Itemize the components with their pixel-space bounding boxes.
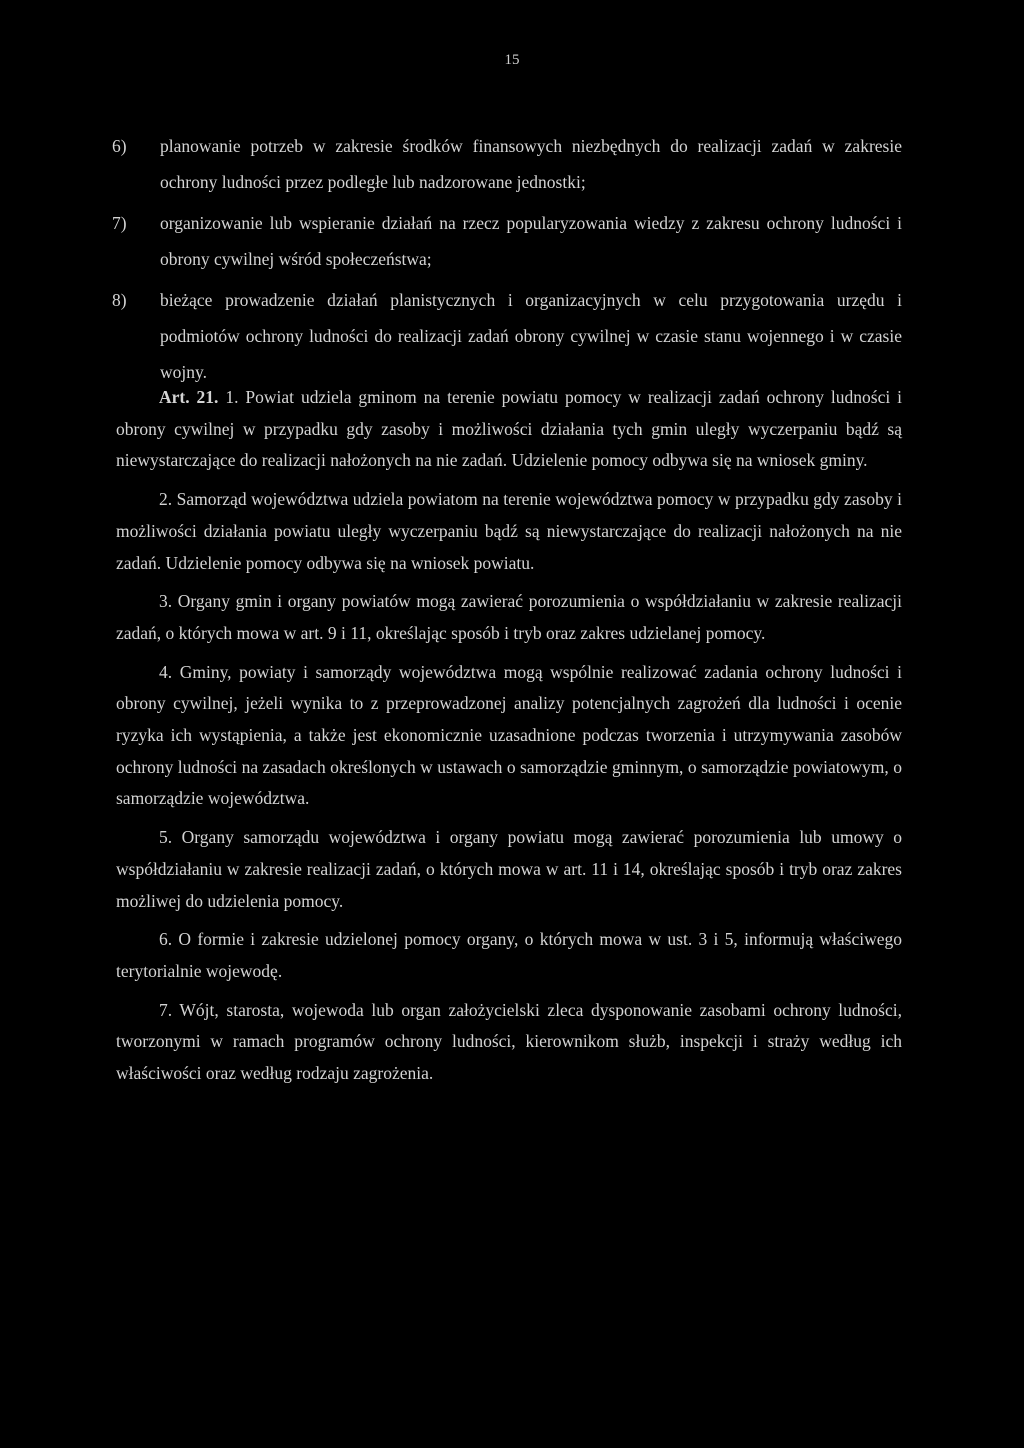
paragraph-text: 1. Powiat udziela gminom na terenie powiatu pomocy w realizacji zadań ochrony ludności i obrony cywilnej w przypadku gdy zasoby i możliwości działania tych gmin uległy wyczerpaniu bądź są niewystarczające do realizacji nałożonych na nie zadań. Udzielenie pomocy odbywa się na wniosek gminy. xyxy=(116,387,903,471)
enumerated-list xyxy=(112,128,902,395)
list-item-text: planowanie potrzeb w zakresie środków finansowych niezbędnych do realizacji zadań w zakresie ochrony ludności przez podległe lub nadzorowane jednostki; xyxy=(160,136,902,192)
list-item-text: bieżące prowadzenie działań planistycznych i organizacyjnych w celu przygotowania urzędu i podmiotów ochrony ludności do realizacji zadań obrony cywilnej w czasie stanu wojennego i w czasie wojny. xyxy=(160,290,902,382)
list-item xyxy=(112,128,902,200)
article-body xyxy=(116,382,902,1097)
page-number: 15 xyxy=(504,52,520,68)
paragraph-text: 2. Samorząd województwa udziela powiatom na terenie województwa pomocy w przypadku gdy zasoby i możliwości działania powiatu uległy wyczerpaniu bądź są niewystarczające do realizacji nałożonych na nie zadań. Udzielenie pomocy odbywa się na wniosek powiatu. xyxy=(116,489,902,573)
paragraph-text: 6. O formie i zakresie udzielonej pomocy organy, o których mowa w ust. 3 i 5, informują właściwego terytorialnie wojewodę. xyxy=(116,929,902,981)
article-paragraph xyxy=(116,924,902,987)
paragraph-text: 5. Organy samorządu województwa i organy powiatu mogą zawierać porozumienia lub umowy o współdziałaniu w zakresie realizacji zadań, o których mowa w art. 11 i 14, określając sposób i tryb oraz zakres możliwej do udzielenia pomocy. xyxy=(116,827,902,911)
article-paragraph xyxy=(116,822,902,917)
list-item-text: organizowanie lub wspieranie działań na rzecz popularyzowania wiedzy z zakresu ochrony ludności i obrony cywilnej wśród społeczeństwa; xyxy=(160,213,902,269)
article-paragraph xyxy=(116,382,902,477)
list-marker: 8) xyxy=(112,290,127,310)
paragraph-text: 3. Organy gmin i organy powiatów mogą zawierać porozumienia o współdziałaniu w zakresie realizacji zadań, o których mowa w art. 9 i 11, określając sposób i tryb oraz zakres udzielanej pomocy. xyxy=(116,591,902,643)
article-paragraph xyxy=(116,657,902,816)
paragraph-text: 4. Gminy, powiaty i samorządy województwa mogą wspólnie realizować zadania ochrony ludności i obrony cywilnej, jeżeli wynika to z przeprowadzonej analizy potencjalnych zagrożeń dla ludności i ocenie ryzyka ich wystąpienia, a także jest ekonomicznie uzasadnione podczas tworzenia i utrzymywania zasobów ochrony ludności na zasadach określonych w ustawach o samorządzie gminnym, o samorządzie powiatowym, o samorządzie województwa. xyxy=(116,661,902,809)
article-paragraph xyxy=(116,995,902,1090)
article-heading: Art. 21. xyxy=(159,387,219,407)
article-paragraph xyxy=(116,484,902,579)
article-paragraph xyxy=(116,586,902,649)
paragraph-text: 7. Wójt, starosta, wojewoda lub organ założycielski zleca dysponowanie zasobami ochrony ludności, tworzonymi w ramach programów ochrony ludności, kierownikom służb, inspekcji i straży według ich właściwości oraz według rodzaju zagrożenia. xyxy=(116,999,902,1084)
list-item xyxy=(112,282,902,390)
list-item xyxy=(112,205,902,277)
list-marker: 6) xyxy=(112,136,127,156)
list-marker: 7) xyxy=(112,213,127,233)
